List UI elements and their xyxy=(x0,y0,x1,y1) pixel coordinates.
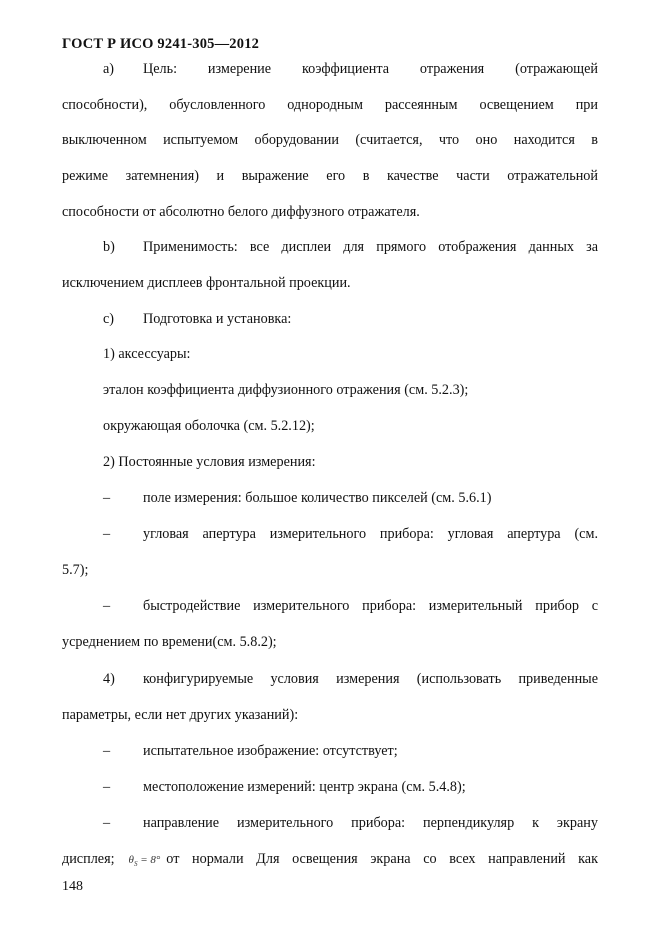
constant-conditions-heading: 2) Постоянные условия измерения: xyxy=(103,454,316,470)
accessory-item: окружающая оболочка (см. 5.2.12); xyxy=(103,418,315,434)
item-a-line: Цель: измерение коэффициента отражения (отражающей xyxy=(143,61,598,77)
item-a-label: а) xyxy=(103,61,115,77)
item-c-label: с) xyxy=(103,311,115,327)
formula-symbol: θ xyxy=(128,854,134,866)
accessory-item: эталон коэффициента диффузионного отражения (см. 5.2.3); xyxy=(103,382,469,398)
configurable-item: направление измерительного прибора: перпендикуляр к экрану xyxy=(143,815,598,831)
item-c-text: Подготовка и установка: xyxy=(143,311,292,327)
document-header: ГОСТ Р ИСО 9241-305—2012 xyxy=(62,36,260,52)
page-number: 148 xyxy=(62,879,83,894)
continuation-start: дисплея; xyxy=(62,851,115,867)
condition-item-continuation: усреднением по времени(см. 5.8.2); xyxy=(62,634,277,650)
condition-item: быстродействие измерительного прибора: измерительный прибор с xyxy=(143,598,598,614)
item-a-line: выключенном испытуемом оборудовании (считается, что оно находится в xyxy=(62,132,598,148)
accessories-heading: 1) аксессуары: xyxy=(103,346,191,362)
item-a-line: режиме затемнения) и выражение его в качестве части отражательной xyxy=(62,168,598,184)
dash-marker: – xyxy=(103,815,111,831)
item-4-label: 4) xyxy=(103,671,115,687)
condition-item-continuation: 5.7); xyxy=(62,562,89,578)
item-b-label: b) xyxy=(103,239,115,255)
formula-value: = 8° xyxy=(137,854,161,866)
dash-marker: – xyxy=(103,779,111,795)
item-a-line: способности от абсолютно белого диффузного отражателя. xyxy=(62,204,420,220)
configurable-line: конфигурируемые условия измерения (использовать приведенные xyxy=(143,671,598,687)
item-b-line: Применимость: все дисплеи для прямого отображения данных за xyxy=(143,239,598,255)
configurable-line: параметры, если нет других указаний): xyxy=(62,707,299,723)
dash-marker: – xyxy=(103,743,111,759)
configurable-item: испытательное изображение: отсутствует; xyxy=(143,743,398,759)
item-a-line: способности), обусловленного однородным рассеянным освещением при xyxy=(62,97,598,113)
item-b-line: исключением дисплеев фронтальной проекции. xyxy=(62,275,351,291)
configurable-item-continuation xyxy=(62,850,598,873)
continuation-end: от нормали Для освещения экрана со всех направлений как xyxy=(166,851,598,867)
formula-subscript: S xyxy=(133,860,138,869)
dash-marker: – xyxy=(103,490,111,506)
dash-marker: – xyxy=(103,598,111,614)
theta-formula xyxy=(129,851,161,873)
condition-item: угловая апертура измерительного прибора: угловая апертура (см. xyxy=(143,526,598,542)
condition-item: поле измерения: большое количество пикселей (см. 5.6.1) xyxy=(143,490,492,506)
dash-marker: – xyxy=(103,526,111,542)
configurable-item: местоположение измерений: центр экрана (см. 5.4.8); xyxy=(143,779,466,795)
